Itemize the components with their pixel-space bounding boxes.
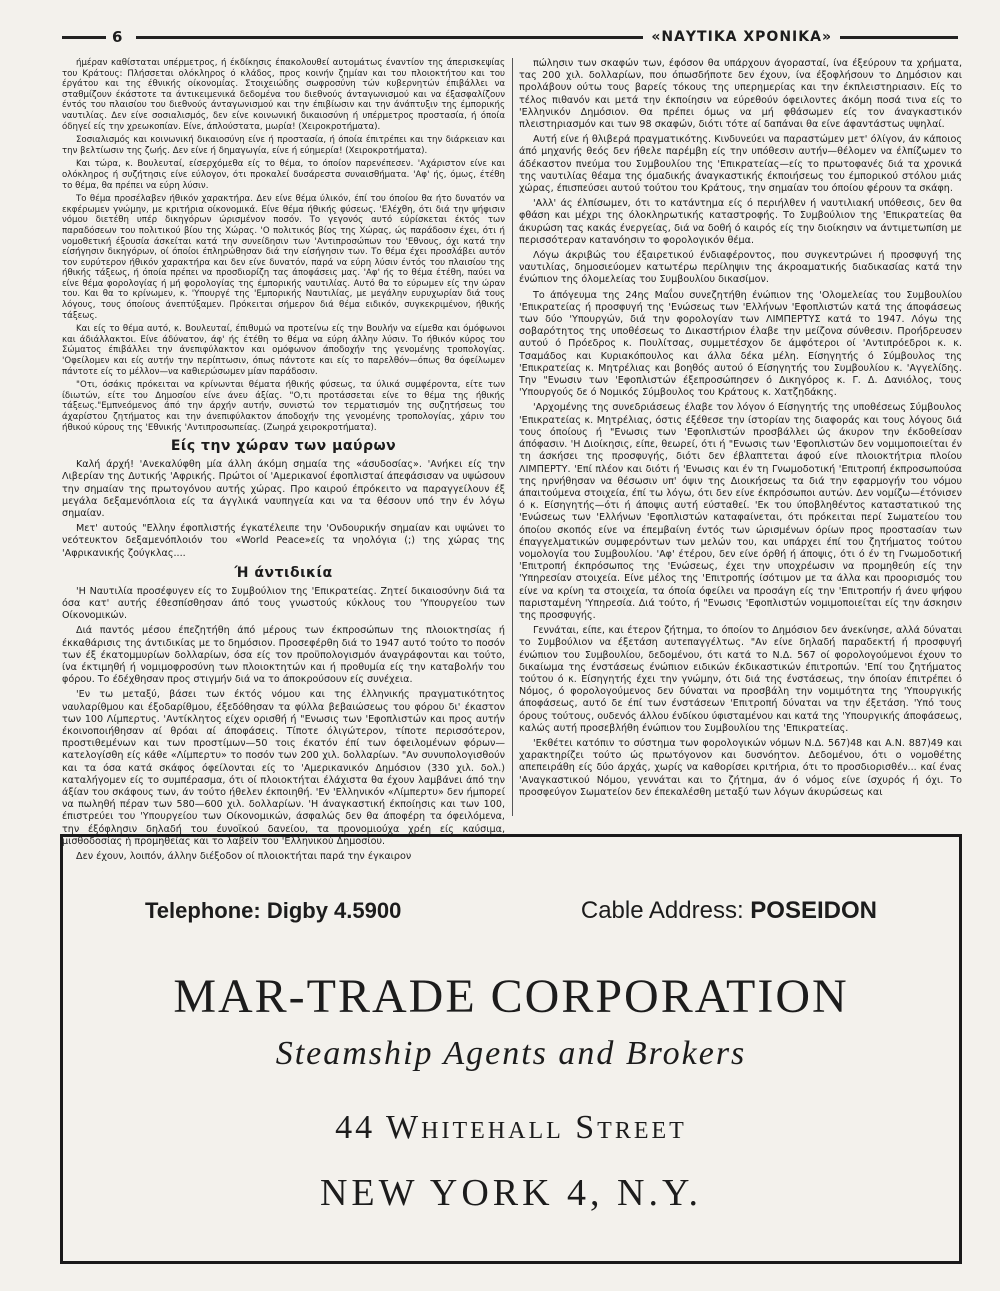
paragraph: Καλή άρχή! 'Ανεκαλύφθη μία άλλη άκόμη σημαία της «άσυδοσίας». 'Ανήκει είς την Λιβερίαν της Δυτικής 'Αφρικής. Πρώτοι οί 'Αμερικανοί έφοπλισταί άπεφάσισαν να υψώσουν την σημαίαν της πρωτογόνου αυτής χώρας. Προ καιρού έπρόκειτο να παραγγείλουν έξ μεγάλα δεξαμενόπλοια είς τα άγγλικά ναυπηγεία και να τα θέσουν υπό την έν λόγω σημαίαν. xyxy=(62,459,505,519)
paragraph: Διά παντός μέσου έπεζητήθη άπό μέρους των έκπροσώπων της πλοιοκτησίας ή έκκαθάρισις της άντιδικίας με το δημόσιον. Προσεφέρθη διά το 1947 αυτό τούτο το ποσόν των έξ έκατομμυρίων δολλαρίων, όσα είς τον προϋπολογισμόν άναγράφονται και τούτο, ίνα έκτιμηθή ή νομιμοφροσύνη των πλοιοκτητών και ή προθυμία είς την καταβολήν του φόρου. Το έδέχθησαν προς στιγμήν διά να το άποκρούσουν είς συνέχεια. xyxy=(62,625,505,686)
paragraph: Σοσιαλισμός και κοινωνική δικαιοσύνη είνε ή προστασία, ή όποία έπιτρέπει και την διάρκειαν και την βελτίωσιν της ζωής. Δεν είνε ή δημαγωγία, είνε ή εύημερία! (Χειροκροτήματα). xyxy=(62,135,505,156)
paragraph: πώλησιν των σκαφών των, έφόσον θα υπάρχουν άγορασταί, ίνα έξεύρουν τα χρήματα, τας 200 χιλ. δολλαρίων, που όπωσδήποτε δεν έχουν, ίνα έξοφλήσουν το Δημόσιον και προλάβουν ούτω τους βαρείς τόκους της υπερημερίας και την έκπλειστηριασιν. Είς το τέλος πιθανόν και μετά την έκποίησιν να εύρεθούν όφειλοντες άκόμη ποσά τινα είς το 'Ελληνικόν Δημόσιον. Θα πρέπει όμως να μή φθάσωμεν είς τον άναγκαστικόν πλειστηριασμόν και των 98 σκαφών, διότι τότε αί δαπάναι θα είνε άφαντάστως υψηλαί. xyxy=(519,58,962,131)
header-rule-right xyxy=(840,36,958,39)
advert-company-name: MAR-TRADE CORPORATION xyxy=(173,970,849,1023)
page-header xyxy=(62,26,958,48)
paragraph: Μετ' αυτούς "Ελλην έφοπλιστής έγκατέλειπε την 'Ονδουρικήν σημαίαν και υψώνει το νεότευκτον δεξαμενόπλοιόν του «World Peace»είς τα νηολόγια (;) της χώρας της 'Αφρικανικής ζούγκλας.... xyxy=(62,523,505,559)
paragraph: Το θέμα προσέλαβεν ήθικόν χαρακτήρα. Δεν είνε θέμα ύλικόν, έπί του όποίου θα ήτο δυνατόν να εκφέρωμεν γνώμην, με κριτήρια οίκονομικά. Είνε θέμα ήθικής φύσεως. 'Ελέχθη, ότι διά την ψήφισιν νόμου διετέθη υπέρ δικηγόρων ώρισμένον ποσόν. Το γεγονός αυτό εύρίσκεται έκτός των παραδόσεων του πολιτικού βίου της Χώρας. 'Ο πολιτικός βίος της Χώρας, ώς παράδοσιν έχει, ότι ή νομοθετική έξουσία άσκείται κατά την συνείδησιν των 'Αντιπροσώπων του 'Εθνους, όχι κατά την είσήγησιν δικηγόρων, οί όποίοι έπληρώθησαν διά την είσήγησιν των. Το θέμα έχει προσλάβει αυτόν τον ευρύτερον ήθικόν χαρακτήρα και δεν είνε δυνατόν, παρά να εύρη λύσιν έντός του πλαισίου της ήθικής τάξεως, ή όποία πρέπει να προσδιορίζη τας άποφάσεις μας. 'Αφ' ής το θέμα έτέθη, παύει να είνε θέμα φορολογίας ή μή φορολογίας της έμπορικής ναυτιλίας. Αυτό θα το εύρωμεν είς την ώραν του. Και θα το κρίνωμεν, κ. 'Υπουργέ της 'Εμπορικής Ναυτιλίας, με μεγάλην ευρυχωρίαν διά τους λόγους, τους όποίους άνεπτύξαμεν. Πρόκειται σήμερον διά θέμα ειδικόν, συγκεκριμένον, ήθικής τάξεως. xyxy=(62,194,505,321)
publication-title: «ΝΑΥΤΙΚΑ ΧΡΟΝΙΚΑ» xyxy=(651,29,832,45)
paragraph: 'Εν τω μεταξύ, βάσει των έκτός νόμου και της έλληνικής πραγματικότητος ναυλαρίθμου και έξοδαρίθμου, έξεδόθησαν τα φύλλα βεβαιώσεως του φόρου δι' έκαστον των 100 Λίμπερτυς. 'Αντίκλητος είχεν ορισθή ή "Ενωσις των 'Εφοπλιστών και προς αυτήν έκοινοποιήθησαν αί θρόαι αί άποφάσεις. Τίποτε όλιγώτερον, τίποτε περισσότερον, προστιθεμένων και των προστίμων—50 τοις έκατόν έπί των όφειλομένων φόρων—κατελογίσθη είς κάθε «Λίμπερτυ» το ποσόν των 200 χιλ. δολλαρίων. "Αν συνυπολογισθούν και τα όσα κατά σκάφος όφείλονται είς το 'Αμερικανικόν Δημόσιον (330 χιλ. δολ.) καταλήγομεν είς το συμπέρασμα, ότι οί πλοιοκτήται έλάχιστα θα έχουν λαμβάνει άπό την άξίαν του σκάφους των, άν τούτο ήθελεν έκποιηθή. 'Εν 'Ελληνικόν «Λίμπερτυ» δεν ήμπορεί να πωληθή πέραν των 580—600 χιλ. δολλαρίων. 'Η άναγκαστική έκποίησις και των 100, έπιστρεύει του 'Υπουργείου των Οίκονομικών, άσφαλώς δεν θα άποφέρη τα όφειλόμενα, την έξόφλησιν δηλαδή του έυνοϊκού δανείου, τα προνομιούχα χρέη είς καύσιμα, μισθοδοσίας ή προμηθείας και το λαβείν του 'Ελληνικού Δημοσίου. xyxy=(62,689,505,847)
paragraph: 'Η Ναυτιλία προσέφυγεν είς το Συμβούλιον της 'Επικρατείας. Ζητεί δικαιοσύνην διά τα όσα κατ' αυτής έθεσπίσθησαν άπό τους γνωστούς κύκλους του 'Υπουργείου των Οίκονομικών. xyxy=(62,585,505,622)
advert-cable-address xyxy=(581,897,877,925)
advert-contact-row xyxy=(63,891,959,931)
paragraph: 'Εκθέτει κατόπιν το σύστημα των φορολογικών νόμων Ν.Δ. 567)48 και Α.Ν. 887)49 και χαρακτηρίζει τούτο ώς πρωτόγονον και δυσνόητον. Δεδομένου, ότι ο νομοθέτης απεπειράθη είς δύο άρχάς, χωρίς να καθορίσει κριτήρια, ότι το προσδιορισθέν... καί ένας 'Αναγκαστικού Νόμου, γεννάται και το ζήτημα, άν ό νόμος είνε ίσχυρός ή όχι. Το προσφεύγον Σωματείον δεν έπεκαλέσθη μεταξύ των λόγων άκυρώσεως και xyxy=(519,737,962,798)
section-heading: Ή άντιδικία xyxy=(234,564,333,581)
page-number: 6 xyxy=(112,28,123,46)
header-rule-left xyxy=(62,36,106,39)
right-column xyxy=(519,58,962,816)
paragraph: Λόγω άκριβώς του έξαιρετικού ένδιαφέροντος, που συγκεντρώνει ή προσφυγή της ναυτιλίας, δημοσιεύομεν κατωτέρω περίληψιν της άκροαματικής διαδικασίας κατά την ένώπιον της όλομελείας του Συμβουλίου δικασίμον. xyxy=(519,250,962,286)
advertisement-box xyxy=(60,834,962,1264)
column-divider xyxy=(512,58,513,816)
paragraph: Δεν έχουν, λοιπόν, άλλην διέξοδον οί πλοιοκτήται παρά την έγκαιρον xyxy=(76,851,412,863)
paragraph: Το άπόγευμα της 24ης Μαΐου συνεζητήθη ένώπιον της 'Ολομελείας του Συμβουλίου 'Επικρατείας ή προσφυγή της 'Ενώσεως των 'Ελλήνων 'Εφοπλιστών κατά της άποφάσεως των δύο 'Υπουργών, διά την φορολογίαν των ΛΙΜΠΕΡΤΥΣ κατά το 1947. Λόγω της σοβαρότητος της υποθέσεως το Δικαστήριον έλαβε την μείζονα σύνθεσιν. Προήδρευσεν αυτού ό Πρόεδρος κ. Πουλίτσας, συμμετέσχον δε άμφότεροι οί 'Αντιπρόεδροι κ. κ. Τσαμάδος και Κυριακόπουλος και άλλα δέκα μέλη. Είσηγητής ό Σύμβουλος της 'Επικρατείας κ. Μητρέλιας και βοηθός αυτού ό Είσηγητής του Συμβουλίου κ. 'Αγγελίδης. Την "Ενωσιν των 'Εφοπλιστών έξεπροσώπησεν ό Δικηγόρος κ. Γ. Δ. Δανιόλος, τους 'Υπουργούς δε ό Νομικός Σύμβουλος του Κράτους κ. Χατζηδάκης. xyxy=(519,289,962,399)
paragraph: Γεννάται, είπε, και έτερον ζήτημα, το όποίον το Δημόσιον δεν άνεκίνησε, αλλά δύναται το Συμβούλιον να έξετάση αυτεπαγγέλτως. "Αν είνε δηλαδή παραδεκτή ή προσφυγή ένώπιον του Συμβουλίου, δεδομένου, ότι κατά το Ν.Δ. 567 οί φορολογούμενοι έχουν το δικαίωμα της ένστάσεως ένώπιον ειδικών έκδικαστικών έπιτροπών. 'Επί του ζητήματος τούτου ό κ. Είσηγητής έχει την γνώμην, ότι διά της ένστάσεως, την όποίαν έπιτρέπει ό Νόμος, ό φορολογούμενος δεν δύναται να προσβάλη την νομιμότητα της 'Υπουργικής άποφάσεως, αυτό δε έπί των ένστάσεων 'Επιτροπή δύναται να την έξετάση. 'Υπό τους όρους τούτους, ουδενός άλλου ένδίκου ύφισταμένου και κατά της 'Υπουργικής άποφάσεως, καλώς αυτή προσεβλήθη ένώπιον του Συμβουλίου της 'Επικρατείας. xyxy=(519,625,962,734)
paragraph: 'Αρχομένης της συνεδριάσεως έλαβε τον λόγον ό Είσηγητής της υποθέσεως Σύμβουλος 'Επικρατείας κ. Μητρέλιας, όστις έξέθεσε την ίστορίαν της διαφοράς και τους λόγους διά τους όποίους ή "Ενωσις των 'Εφοπλιστών προσβάλλει ώς άκυρον την έκδοθείσαν άπόφασιν. 'Η Διοίκησις, είπε, θεωρεί, ότι ή "Ενωσις των 'Εφοπλιστών δεν νομιμοποιείται έν τη άσκήσει της προσφυγής, διότι δεν έβλαπτεται άφού είνε πλοιοκτήτρια πλοίου ΛΙΜΠΕΡΤΥ. 'Επί πλέον και διότι ή 'Ενωσις και έν τη Γνωμοδοτική 'Επιτροπή έκπροσωπούσα της ηρνήθησαν να θέσωσιν υπ' όψιν της Διοικήσεως τα διά την εφαρμογήν του νόμου άπαιτούμενα στοιχεία, έπί τω λόγω, ότι δεν είνε έκπρόσωποι αυτών. Δεν νομίζω—έτόνισεν ό κ. Είσηγητής—ότι ή άποψις αυτή εύσταθεί. 'Εκ του ύποβληθέντος καταστατικού της 'Ενώσεως των 'Ελλήνων 'Εφοπλιστών καταφαίνεται, ότι πρόκειται περί Σωματείου του όποίου σκοπός είνε να έπεμβαίνη έντός των ώρισμένων όρίων προς προστασίαν των έπαγγελματικών συμφερόντων των μελών του, και υπάρχει έπί του ζητήματος τούτου νομολογία του Συμβουλίου. 'Αφ' έτέρου, δεν είνε όρθή ή άποψις, ότι ό έν τη Γνωμοδοτική 'Επιτροπή έκπρόσωπος της 'Ενώσεως, έχει την υποχρέωσιν να προμηθεύη είς την 'Υπηρεσίαν στοιχεία. Είνε μέλος της 'Επιτροπής ίσότιμον με τα άλλα και προορισμός του είνε να κρίνη τα στοιχεία, τα όποία όφείλει να προσάγη είς την 'Επιτροπήν ή άνευ ψήφου παρισταμένη 'Υπηρεσία. Διά τούτο, ή "Ενωσις 'Εφοπλιστών νομιμοποιείται είς την άσκησιν της προσφυγής. xyxy=(519,402,962,621)
article-columns xyxy=(62,58,962,863)
paragraph: Και είς το θέμα αυτό, κ. Βουλευταί, έπιθυμώ να προτείνω είς την Βουλήν να είμεθα και όμόφωνοι και άδιάλλακτοι. Είνε άδύνατον, άφ' ής έτέθη το θέμα να εύρη άλλην λύσιν. Το ήθικόν κύρος του Σώματος έπιβάλλει την άνεπιφύλακτον και ομόφωνον άποδοχήν της γενομένης τροπολογίας. 'Οφείλομεν και είς αυτήν την περίπτωσιν, όπως πάντοτε και είς το παρελθόν—όπως θα όφείλωμεν πάντοτε είς το μέλλον—να καθιερώσωμεν μίαν παράδοσιν. xyxy=(62,324,505,377)
advert-city: NEW YORK 4, N.Y. xyxy=(319,1172,703,1214)
cable-label: Cable Address: xyxy=(580,897,744,924)
advert-tagline: Steamship Agents and Brokers xyxy=(275,1035,747,1072)
cable-value: POSEIDON xyxy=(750,897,877,924)
advert-street-address: 44 Whitehall Street xyxy=(335,1109,687,1146)
advert-telephone: Telephone: Digby 4.5900 xyxy=(145,898,402,923)
paragraph: ήμέραν καθίσταται υπέρμετρος, ή έκδίκησις έπακολουθεί αυτομάτως έναντίον της άπερισκεψίας του Κράτους: Πλήσσεται ολόκληρος ό κλάδος, προς κοινήν ζημίαν και του πλοιοκτήτου και του έργάτου και της έθνικής οίκονομίας. Στοιχειώδης σωφροσύνη τών κυβερνητών έπιβάλλει να σταθμίζουν έκάστοτε τα άντικειμενικά δεδομένα του διεθνούς άνταγωνισμού και να έξασφαλίζουν έντός του πλαισίου του διεθνούς άνταγωνισμού και την έπιβίωσιν και την άνάπτυξιν της έμπορικής ναυτιλίας. Δεν είνε σοσιαλισμός, δεν είνε κοινωνική δικαιοσύνη ή υπέρμετρος προστασία, ή όποία όδηγεί είς την χρεωκοπίαν. Είνε, άπλούστατα, μωρία! (Χειροκροτήματα). xyxy=(62,58,505,132)
paragraph: "Οτι, όσάκις πρόκειται να κρίνωνται θέματα ήθικής φύσεως, τα ύλικά συμφέροντα, είτε των ίδιωτών, είτε του Δημοσίου είνε άνευ άξίας. "Ο,τι προτάσσεται είνε το θέμα της ήθικής τάξεως."Εμπνεόμενος άπό την άρχήν αυτήν, συνιστώ τον τερματισμόν της συζητήσεως του άχαρίστου ζητήματος και την άνεπιφύλακτον άποδοχήν της γενομένης τροπολογίας, χάριν του ήθικού κύρους της 'Εθνικής 'Αντιπροσωπείας. (Ζωηρά χειροκροτήματα). xyxy=(62,380,505,433)
left-column xyxy=(62,58,505,863)
paragraph: Αυτή είνε ή θλιβερά πραγματικότης. Κινδυνεύει να παραστώμεν μετ' όλίγον, άν κάποιος άπό μηχανής θεός δεν ήθελε παρέμβη είς την υπόθεσιν αυτήν—θέλομεν να έλπίζωμεν το άδέκαστον πνεύμα του Συμβουλίου της 'Επικρατείας—είς το πρωτοφανές διά τα χρονικά της ναυτιλίας θέαμα της όμαδικής άναγκαστικής έκποιήσεως του έμπορικού στόλου μιάς χώρας, έπισπεύσει αυτού τούτου του Κράτους, την σημαίαν του όποίου φέρουν τα σκάφη. xyxy=(519,134,962,195)
header-rule-middle xyxy=(136,36,643,39)
section-heading: Είς την χώραν των μαύρων xyxy=(170,438,397,455)
paragraph: 'Αλλ' άς έλπίσωμεν, ότι το κατάντημα είς ό περιήλθεν ή ναυτιλιακή υπόθεσις, δεν θα φθάση και μέχρι της όλοκληρωτικής καταστροφής. Το Συμβούλιον της 'Επικρατείας θα άκυρώση τας κακάς ένεργείας, διά να δοθή ό καιρός είς την διοίκησιν να άντιμετωπίση με περισσότεραν κατανόησιν το φορολογικόν θέμα. xyxy=(519,198,962,246)
paragraph: Και τώρα, κ. Βουλευταί, είσερχόμεθα είς το θέμα, το όποίον παρενέπεσεν. 'Αχάριστον είνε και ολόκληρος ή συζήτησις είνε εύλογον, ότι προκαλεί δυσάρεστα συναισθήματα. 'Αφ' ής, όμως, έτέθη το θέμα, θα πρέπει να εύρη λύσιν. xyxy=(62,159,505,191)
